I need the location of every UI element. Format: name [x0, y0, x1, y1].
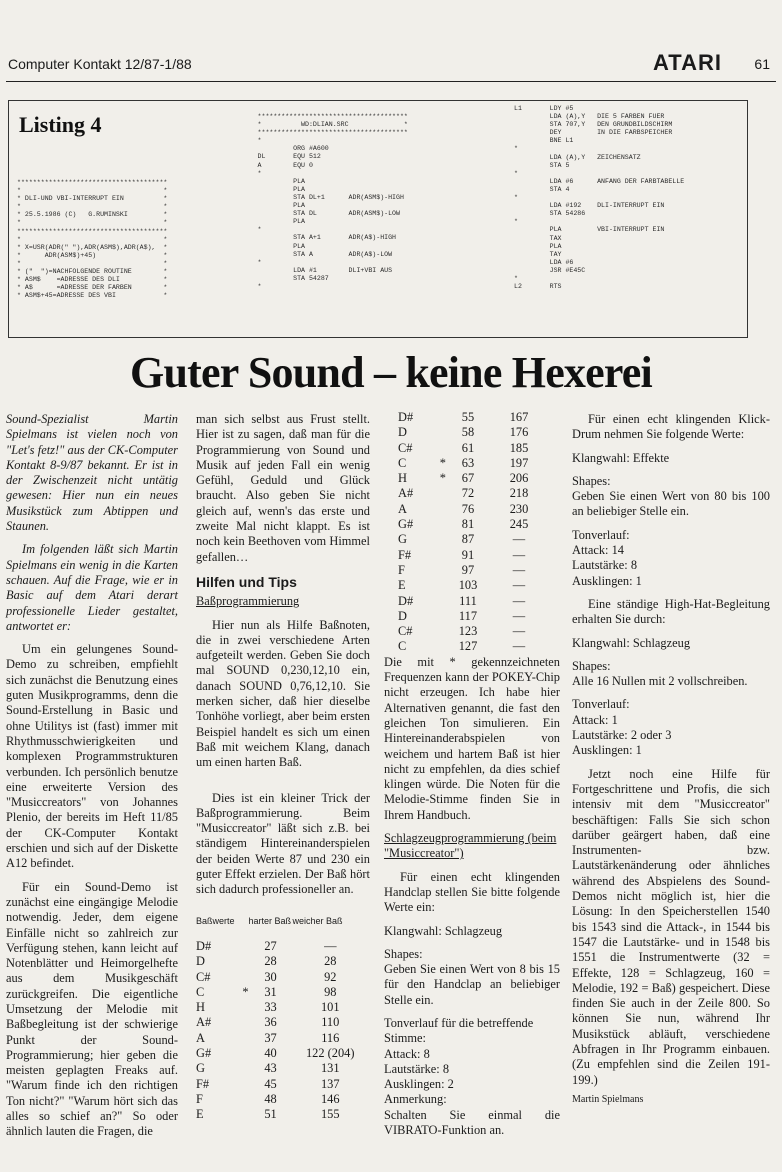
hard-bass-cell: 127: [458, 639, 478, 654]
marker-cell: [235, 1046, 249, 1061]
soft-bass-cell: 28: [324, 954, 337, 969]
marker-cell: [432, 578, 446, 593]
soft-bass-cell: 176: [509, 425, 529, 440]
setting-line: Shapes:: [572, 658, 611, 673]
soft-bass-cell: —: [512, 547, 526, 562]
soft-bass-cell: 92: [324, 969, 337, 984]
bass-table-continued: [398, 410, 548, 655]
hard-bass-cell: 36: [264, 1015, 277, 1030]
subsection-heading: Schlagzeugprogrammierung (beim "Musiccreator"): [384, 831, 557, 861]
note-cell: H: [196, 1000, 205, 1015]
body-paragraph: Für einen echt klingenden Handclap stellen Sie bitte folgende Werte ein:: [384, 869, 560, 915]
soft-bass-cell: 155: [320, 1107, 340, 1122]
table-row: [398, 563, 548, 578]
hard-bass-cell: 72: [461, 486, 475, 501]
body-paragraph: Um ein gelungenes Sound-Demo zu schreiben, empfiehlt sich zunächst die Benutzung eines guten Musikprogramms, denn die Sound-Erstellung in Basic und ohne Utilitys ist (fast) immer mit Rhythmusschwierigkeiten und komplexen Programmstrukturen verbunden. Ich persönlich benutze eine erweiterte Version des "Musiccreators" von Johannes Plenio, der bereits im Heft 11/85 der CK-Computer Kontakt erschien und sich auf der Diskette A12 befindet.: [6, 642, 178, 871]
column-2: [196, 412, 370, 1122]
table-row: [398, 578, 548, 593]
body-paragraph: Dies ist ein kleiner Trick der Baßprogrammierung. Beim "Musiccreator" läßt sich z.B. bei ständigem Hintereinanderspielen der beiden Werte 87 und 230 ein guter Effekt erzielen. Der Baß hört sich dadurch professioneller an.: [196, 790, 370, 897]
column-3: [384, 412, 560, 1138]
hard-bass-cell: 48: [264, 1091, 277, 1106]
note-cell: D#: [398, 410, 414, 424]
soft-bass-cell: 218: [509, 486, 529, 501]
note-cell: A: [196, 1030, 205, 1045]
soft-bass-cell: 185: [509, 440, 529, 455]
table-row: [398, 548, 548, 563]
brand-logo: ATARI: [653, 50, 722, 75]
marker-cell: [432, 517, 446, 532]
table-row: [196, 1107, 368, 1122]
note-cell: A: [398, 501, 407, 516]
note-cell: D: [398, 608, 407, 623]
hard-bass-cell: 37: [264, 1030, 277, 1045]
soft-bass-cell: —: [324, 938, 337, 953]
note-cell: G#: [196, 1045, 212, 1060]
hard-bass-cell: 31: [264, 984, 277, 999]
table-row: [196, 1015, 368, 1030]
soft-bass-cell: 137: [320, 1076, 340, 1091]
hard-bass-cell: 58: [461, 425, 475, 440]
table-header-cell: harter Baß: [248, 915, 292, 926]
hard-bass-cell: 111: [459, 593, 477, 608]
header-rule: [6, 81, 776, 82]
hard-bass-cell: 27: [264, 938, 277, 953]
table-row: [398, 639, 548, 654]
setting-line: Tonverlauf für die betreffende Stimme:: [384, 1015, 534, 1046]
marker-cell: [432, 486, 446, 501]
table-row: [196, 1000, 368, 1015]
setting-line: Tonverlauf:: [572, 527, 630, 542]
marker-cell: [432, 441, 446, 456]
soft-bass-cell: —: [512, 608, 526, 623]
setting-line: Ausklingen: 1: [572, 743, 642, 758]
note-cell: A#: [398, 486, 414, 501]
setting-line: Ausklingen: 1: [572, 573, 642, 588]
hard-bass-cell: 97: [461, 562, 475, 577]
marker-cell: [432, 563, 446, 578]
setting-line: Lautstärke: 2 oder 3: [572, 728, 672, 743]
note-cell: F#: [398, 547, 412, 562]
note-cell: F: [398, 562, 405, 577]
setting-line: Lautstärke: 8: [572, 558, 638, 573]
setting-line: Klangwahl: Schlagzeug: [384, 923, 503, 938]
table-row: [196, 1092, 368, 1107]
body-paragraph: Schalten Sie einmal die VIBRATO-Funktion an.: [384, 1107, 560, 1138]
body-paragraph: Alle 16 Nullen mit 2 vollschreiben.: [572, 674, 748, 689]
table-row: [196, 1061, 368, 1076]
table-row: [398, 410, 548, 425]
note-cell: F#: [196, 1076, 210, 1091]
body-paragraph: man sich selbst aus Frust stellt. Hier ist zu sagen, daß man für die Programmierung von Sound und Musik auf jeden Fall ein wenig Gefühl, Geduld und Glück braucht. Also geben Sie nicht gleich auf, wenn's das erste und zweite Mal nicht klappt. Es ist noch kein Beethoven vom Himmel gefallen…: [196, 412, 370, 564]
marker-cell: [432, 624, 446, 639]
section-heading: Hilfen und Tips: [196, 573, 297, 590]
note-cell: E: [196, 1107, 204, 1122]
bass-table-body: [196, 939, 368, 1123]
table-row: [398, 532, 548, 547]
table-header-cell: Baßwerte: [196, 915, 235, 926]
setting-line: Ausklingen: 2: [384, 1077, 454, 1092]
table-row: [398, 486, 548, 501]
listing-title: Listing 4: [19, 112, 102, 137]
marker-cell: [235, 1031, 249, 1046]
table-row: [398, 517, 548, 532]
soft-bass-cell: 146: [320, 1091, 340, 1106]
note-cell: E: [398, 578, 406, 593]
table-row: [196, 954, 368, 969]
setting-line: Lautstärke: 8: [384, 1061, 450, 1076]
soft-bass-cell: 206: [509, 471, 529, 486]
note-cell: C: [196, 984, 205, 999]
hard-bass-cell: 81: [461, 517, 475, 532]
table-row: [398, 502, 548, 517]
marker-cell: *: [439, 455, 446, 470]
hard-bass-cell: 51: [264, 1107, 277, 1122]
note-cell: D#: [398, 593, 414, 608]
marker-cell: [432, 425, 446, 440]
hard-bass-cell: 91: [461, 547, 475, 562]
hard-bass-cell: 30: [264, 969, 277, 984]
listing-box: [8, 100, 748, 338]
hard-bass-cell: 76: [461, 501, 475, 516]
soft-bass-cell: 98: [324, 984, 337, 999]
soft-bass-cell: 197: [509, 455, 529, 470]
soft-bass-cell: 230: [509, 501, 529, 516]
marker-cell: *: [439, 471, 446, 486]
hard-bass-cell: 103: [458, 578, 478, 593]
marker-cell: [432, 639, 446, 654]
hard-bass-cell: 40: [264, 1045, 277, 1060]
setting-line: Attack: 8: [384, 1046, 430, 1061]
hard-bass-cell: 33: [264, 1000, 277, 1015]
column-4: [572, 412, 770, 1107]
note-cell: A#: [196, 1015, 212, 1030]
soft-bass-cell: —: [512, 532, 526, 547]
body-paragraph: Jetzt noch eine Hilfe für Fortgeschrittene und Profis, die sich intensiv mit dem "Musiccreator" beschäftigen: Falls Sie sich schon darüber geärgert haben, daß eine Instrumenten- bzw. Lautstärkenänderung oder ähnliches während des Abspielens des Sound-Demos nicht möglich ist, hier die Lösung: In den Speicherstellen 1540 bis 1543 sind die Attack-, in 1544 bis 1547 die Lautstärke- und in 1548 bis 1551 die Instrumentwerte (32 = Effekte, 128 = Schlagzeug, 160 = Melodie, 192 = Baß) gespeichert. Diese finden Sie auch in der Zeile 800. So können Sie nun, während Ihr Musikstück abläuft, verschiedene Abfragen in Ihr Programm einbauen. (Zu empfehlen sind die Zeilen 191-199.): [572, 766, 770, 1087]
setting-line: Anmerkung:: [384, 1092, 447, 1107]
note-cell: C#: [398, 440, 413, 455]
hard-bass-cell: 45: [264, 1076, 277, 1091]
hard-bass-cell: 67: [461, 471, 475, 486]
note-cell: D: [196, 954, 205, 969]
table-row: [196, 985, 368, 1000]
note-cell: G#: [398, 517, 414, 532]
setting-line: Klangwahl: Effekte: [572, 450, 670, 465]
marker-cell: [432, 609, 446, 624]
note-cell: G: [398, 532, 407, 547]
hard-bass-cell: 87: [461, 532, 475, 547]
table-row: [398, 441, 548, 456]
setting-line: Klangwahl: Schlagzeug: [572, 635, 691, 650]
intro-paragraph: Sound-Spezialist Martin Spielmans ist vielen noch von "Let's fetz!" aus der CK-Computer Kontakt 8-9/87 bekannt. Er ist in der Zwischenzeit nicht untätig gewesen: Hier nun ein neues Musikstück zum Abtippen und Staunen.: [6, 412, 178, 534]
soft-bass-cell: 122 (204): [305, 1045, 355, 1060]
page-number: 61: [754, 56, 770, 72]
hard-bass-cell: 117: [458, 608, 478, 623]
soft-bass-cell: 167: [509, 410, 529, 424]
soft-bass-cell: 101: [320, 1000, 340, 1015]
marker-cell: [235, 1000, 249, 1015]
article-headline: Guter Sound – keine Hexerei: [130, 348, 652, 397]
page-header: [6, 50, 770, 76]
table-row: [398, 471, 548, 486]
marker-cell: [235, 939, 249, 954]
setting-line: Shapes:: [384, 946, 423, 961]
table-header-cell: weicher Baß: [292, 915, 343, 926]
soft-bass-cell: 131: [320, 1061, 340, 1076]
hard-bass-cell: 28: [264, 954, 277, 969]
table-row: [398, 609, 548, 624]
marker-cell: [235, 970, 249, 985]
setting-line: Shapes:: [572, 473, 611, 488]
author-signature: Martin Spielmans: [572, 1093, 644, 1105]
column-1: [6, 412, 178, 1140]
hard-bass-cell: 43: [264, 1061, 277, 1076]
soft-bass-cell: —: [512, 639, 526, 654]
marker-cell: [235, 1015, 249, 1030]
hard-bass-cell: 123: [458, 624, 478, 639]
soft-bass-cell: —: [512, 578, 526, 593]
marker-cell: [432, 410, 446, 425]
body-paragraph: Geben Sie einen Wert von 80 bis 100 an beliebiger Stelle ein.: [572, 489, 770, 519]
body-paragraph: Für einen echt klingenden Klick-Drum nehmen Sie folgende Werte:: [572, 412, 770, 442]
soft-bass-cell: —: [512, 624, 526, 639]
body-paragraph: Für ein Sound-Demo ist zunächst eine eingängige Melodie notwendig. Jeder, dem eigene Einfälle nicht so zahlreich zur Verfügung stehen, kann leicht auf Notenblätter und Heimorgelhefte aus dem Musikgeschäft zurückgreifen. Die eigentliche Umsetzung der Melodie mit Baßbegleitung ist der schwierige Punkt der Sound-Programmierung; hier geben die meisten geplagten Freaks auf. "Warum finde ich den richtigen Ton nicht?" "Warum hört sich das alles so schief an?" So oder ähnlich lauten die Fragen, die: [6, 879, 178, 1139]
marker-cell: [432, 532, 446, 547]
soft-bass-cell: 116: [321, 1030, 340, 1045]
setting-line: Attack: 14: [572, 543, 624, 558]
marker-cell: [432, 502, 446, 517]
marker-cell: [432, 594, 446, 609]
code-block-header: ************************************** * * * DLI-UND VBI-INTERRUPT EIN * * * * 25.5.1986 (C) G.RUMINSKI * * * ************************************** * * * X=USR(ADR(" "),ADR(ASM$),ADR(A$), * * ADR(ASM$)+45) * * * * (" ")=NACHFOLGENDE ROUTINE * * ASM$ =ADRESSE DES DLI * * A$ =ADRESSE DER FARBEN * * ASM$+45=ADRESSE DES VBI *: [17, 179, 168, 300]
subsection-heading: Baßprogrammierung: [196, 594, 300, 609]
table-row: [398, 624, 548, 639]
magazine-issue: Computer Kontakt 12/87-1/88: [8, 56, 192, 72]
soft-bass-cell: —: [512, 593, 526, 608]
bass-table: [196, 914, 368, 1123]
intro-question: Im folgenden läßt sich Martin Spielmans ein wenig in die Karten schauen. Auf die Frage, wie er in Basic auf dem Atari derart professionelle Lieder gestaltet, antwortet er:: [6, 542, 178, 633]
marker-cell: [235, 954, 249, 969]
note-cell: C#: [196, 969, 211, 984]
table-row: [196, 970, 368, 985]
marker-cell: [235, 1077, 249, 1092]
bass-table-continued-body: [398, 410, 548, 655]
body-paragraph: Eine ständige High-Hat-Begleitung erhalten Sie durch:: [572, 596, 770, 627]
code-block-right: L1 LDY #5 LDA (A),Y DIE 5 FARBEN FUER STA 707,Y DEN GRUNDBILDSCHIRM DEY IN DIE FARBSPEICHER BNE L1 * LDA (A),Y ZEICHENSATZ STA 5 * LDA #6 ANFANG DER FARBTABELLE STA 4 * LDA #192 DLI-INTERRUPT EIN STA 54286 * PLA VBI-INTERRUPT EIN TAX PLA TAY LDA #6 JSR #E45C * L2 RTS: [514, 105, 685, 291]
marker-cell: [235, 1107, 249, 1122]
table-row: [398, 456, 548, 471]
hard-bass-cell: 63: [461, 455, 475, 470]
note-cell: C: [398, 639, 407, 654]
code-block-main: ************************************** * WD:DLIAN.SRC * ************************************** * ORG #A600 DL EQU 512 A EQU 0 * PLA PLA STA DL+1 ADR(ASM$)-HIGH PLA STA DL ADR(ASM$)-LOW PLA * STA A+1 ADR(A$)-HIGH PLA STA A ADR(A$)-LOW * LDA #1 DLI+VBI AUS STA 54287 *: [257, 113, 408, 290]
note-cell: H: [398, 471, 407, 486]
note-cell: C: [398, 455, 407, 470]
table-row: [398, 425, 548, 440]
body-paragraph: Geben Sie einen Wert von 8 bis 15 für den Handclap an beliebiger Stelle ein.: [384, 962, 560, 1007]
marker-cell: [235, 1061, 249, 1076]
soft-bass-cell: 245: [509, 517, 529, 532]
table-row: [398, 594, 548, 609]
soft-bass-cell: —: [512, 562, 526, 577]
body-paragraph: Die mit * gekennzeichneten Frequenzen kann der POKEY-Chip nicht erzeugen. Ich habe hier Alternativen genannt, die fast den gleichen Ton simulieren. Ein Hintereinanderabspielen von weichem und hartem Baß ist hier nicht zu empfehlen, da dies schief klingen würde. Die Noten für die Melodie-Stimme finden Sie in Ihrem Handbuch.: [384, 654, 560, 822]
note-cell: D#: [196, 938, 212, 953]
hard-bass-cell: 55: [461, 410, 475, 424]
table-header-row: [196, 914, 368, 939]
note-cell: F: [196, 1091, 203, 1106]
soft-bass-cell: 110: [321, 1015, 340, 1030]
marker-cell: [432, 548, 446, 563]
body-paragraph: Hier nun als Hilfe Baßnoten, die in zwei verschiedene Arten aufgeteilt werden. Geben Sie doch mal SOUND 0,230,12,10 ein, danach SOUND 0,76,12,10. Sie merken sicher, daß hier dieselbe Tonhöhe vorliegt, aber beim ersten Beispiel handelt es sich um einen Baß mit weichem Klang, danach um einen harten Baß.: [196, 617, 370, 770]
table-row: [196, 1077, 368, 1092]
setting-line: Tonverlauf:: [572, 697, 630, 712]
marker-cell: [235, 1092, 249, 1107]
table-row: [196, 1031, 368, 1046]
note-cell: G: [196, 1061, 205, 1076]
table-row: [196, 939, 368, 954]
note-cell: D: [398, 425, 407, 440]
marker-cell: *: [242, 984, 249, 999]
table-row: [196, 1046, 368, 1061]
hard-bass-cell: 61: [461, 440, 475, 455]
setting-line: Attack: 1: [572, 712, 618, 727]
note-cell: C#: [398, 624, 413, 639]
